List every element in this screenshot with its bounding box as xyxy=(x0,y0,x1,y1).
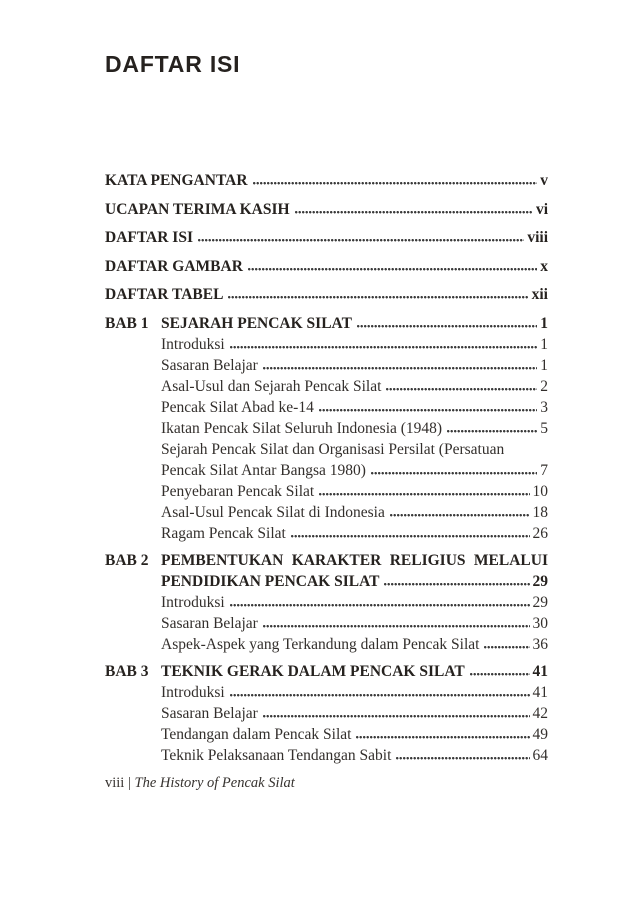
toc-entry xyxy=(161,592,548,613)
page-number: x xyxy=(540,257,548,275)
page-number: 26 xyxy=(532,524,548,542)
page-number: 29 xyxy=(532,572,548,590)
chapter-heading xyxy=(105,550,548,592)
dot-leader xyxy=(263,624,530,628)
entry-label: UCAPAN TERIMA KASIH xyxy=(105,200,290,218)
chapter-heading xyxy=(105,313,548,334)
toc-entry xyxy=(161,682,548,703)
chapter-title: PEMBENTUKAN KARAKTER RELIGIUS MELALUI xyxy=(161,551,548,569)
entry-label: DAFTAR ISI xyxy=(105,229,193,246)
dot-leader xyxy=(356,735,529,739)
chapter-number: BAB 2 xyxy=(105,551,149,569)
page-number: 7 xyxy=(540,461,548,479)
toc-entry xyxy=(161,634,548,655)
toc-entry xyxy=(161,397,548,418)
dot-leader xyxy=(390,513,530,517)
page-number: 41 xyxy=(532,662,548,680)
toc-entry xyxy=(161,376,548,397)
dot-leader xyxy=(386,387,537,391)
toc-entry xyxy=(161,355,548,376)
dot-leader xyxy=(371,471,537,475)
dot-leader xyxy=(484,645,529,649)
toc-entry xyxy=(105,170,548,191)
page-number: 41 xyxy=(532,683,548,701)
page-number: vi xyxy=(535,200,548,218)
page-number: 18 xyxy=(532,503,548,521)
page-title: DAFTAR ISI xyxy=(105,51,241,77)
entry-label: Penyebaran Pencak Silat xyxy=(161,482,315,500)
page-number: viii xyxy=(527,229,548,246)
page-number: 1 xyxy=(540,335,548,353)
chapter-number: BAB 3 xyxy=(105,662,149,680)
dot-leader xyxy=(447,429,537,433)
dot-leader xyxy=(230,693,530,697)
page-number: 5 xyxy=(540,419,548,437)
entry-label: Introduksi xyxy=(161,593,225,611)
footer-book-title: The History of Pencak Silat xyxy=(134,774,295,791)
page-number: 30 xyxy=(532,614,548,632)
entry-label: Teknik Pelaksanaan Tendangan Sabit xyxy=(161,746,392,764)
toc-entry xyxy=(105,256,548,277)
dot-leader xyxy=(230,603,530,607)
chapter-title: SEJARAH PENCAK SILAT xyxy=(161,314,352,332)
page-number: 64 xyxy=(532,746,548,764)
chapter-heading xyxy=(105,661,548,682)
dot-leader xyxy=(228,295,528,299)
toc-entry xyxy=(161,613,548,634)
dot-leader xyxy=(253,181,538,185)
toc-entry xyxy=(161,481,548,502)
entry-label: Pencak Silat Antar Bangsa 1980) xyxy=(161,461,366,479)
page-number: 1 xyxy=(540,314,548,332)
toc-entry xyxy=(161,502,548,523)
chapter-block xyxy=(105,661,548,766)
page-number: xii xyxy=(531,286,548,303)
dot-leader xyxy=(295,210,533,214)
entry-label: Ragam Pencak Silat xyxy=(161,524,286,542)
dot-leader xyxy=(384,582,529,586)
dot-leader xyxy=(319,408,537,412)
toc-entry xyxy=(161,745,548,766)
entry-label: Sasaran Belajar xyxy=(161,614,258,632)
page-number: 36 xyxy=(532,635,548,653)
toc-entry xyxy=(161,703,548,724)
entry-label: KATA PENGANTAR xyxy=(105,172,248,189)
page-number: 42 xyxy=(532,704,548,722)
toc-entry xyxy=(105,284,548,305)
toc-entry xyxy=(161,724,548,745)
entry-label: Introduksi xyxy=(161,683,225,701)
toc-entry xyxy=(161,439,548,481)
dot-leader xyxy=(291,534,530,538)
dot-leader xyxy=(263,366,537,370)
dot-leader xyxy=(198,238,524,242)
toc-entry xyxy=(161,523,548,544)
dot-leader xyxy=(263,714,530,718)
entry-label: Sejarah Pencak Silat dan Organisasi Persilat (Persatuan xyxy=(161,440,505,458)
chapter-block xyxy=(105,550,548,655)
chapter-title: PENDIDIKAN PENCAK SILAT xyxy=(161,572,380,590)
page-number: 2 xyxy=(540,377,548,395)
entry-label: Tendangan dalam Pencak Silat xyxy=(161,725,352,743)
chapter-number: BAB 1 xyxy=(105,314,149,332)
chapter-title: TEKNIK GERAK DALAM PENCAK SILAT xyxy=(161,662,465,680)
front-matter-section xyxy=(105,170,548,305)
entry-label: Pencak Silat Abad ke-14 xyxy=(161,398,314,416)
dot-leader xyxy=(230,345,538,349)
page-number: 29 xyxy=(532,593,548,611)
toc-entry xyxy=(105,227,548,248)
entry-label: Sasaran Belajar xyxy=(161,704,258,722)
footer-page-label: viii | xyxy=(105,774,131,791)
page-number: v xyxy=(540,172,548,189)
entry-label: DAFTAR TABEL xyxy=(105,286,224,303)
page-number: 3 xyxy=(540,398,548,416)
toc-list xyxy=(105,170,548,766)
entry-label: Introduksi xyxy=(161,335,225,353)
entry-label: Ikatan Pencak Silat Seluruh Indonesia (1948) xyxy=(161,419,443,437)
entry-label: Asal-Usul Pencak Silat di Indonesia xyxy=(161,503,385,521)
toc-entry xyxy=(105,199,548,220)
page-number: 10 xyxy=(532,482,548,500)
dot-leader xyxy=(319,492,529,496)
chapter-block xyxy=(105,313,548,544)
toc-entry xyxy=(161,418,548,439)
entry-label: Sasaran Belajar xyxy=(161,356,258,374)
toc-entry xyxy=(161,334,548,355)
dot-leader xyxy=(248,267,537,271)
page-footer xyxy=(105,773,548,794)
entry-label: Asal-Usul dan Sejarah Pencak Silat xyxy=(161,377,382,395)
entry-label: Aspek-Aspek yang Terkandung dalam Pencak Silat xyxy=(161,635,480,653)
entry-label: DAFTAR GAMBAR xyxy=(105,257,243,275)
dot-leader xyxy=(357,324,537,328)
dot-leader xyxy=(396,756,529,760)
dot-leader xyxy=(470,672,530,676)
page-number: 1 xyxy=(540,356,548,374)
page-number: 49 xyxy=(532,725,548,743)
